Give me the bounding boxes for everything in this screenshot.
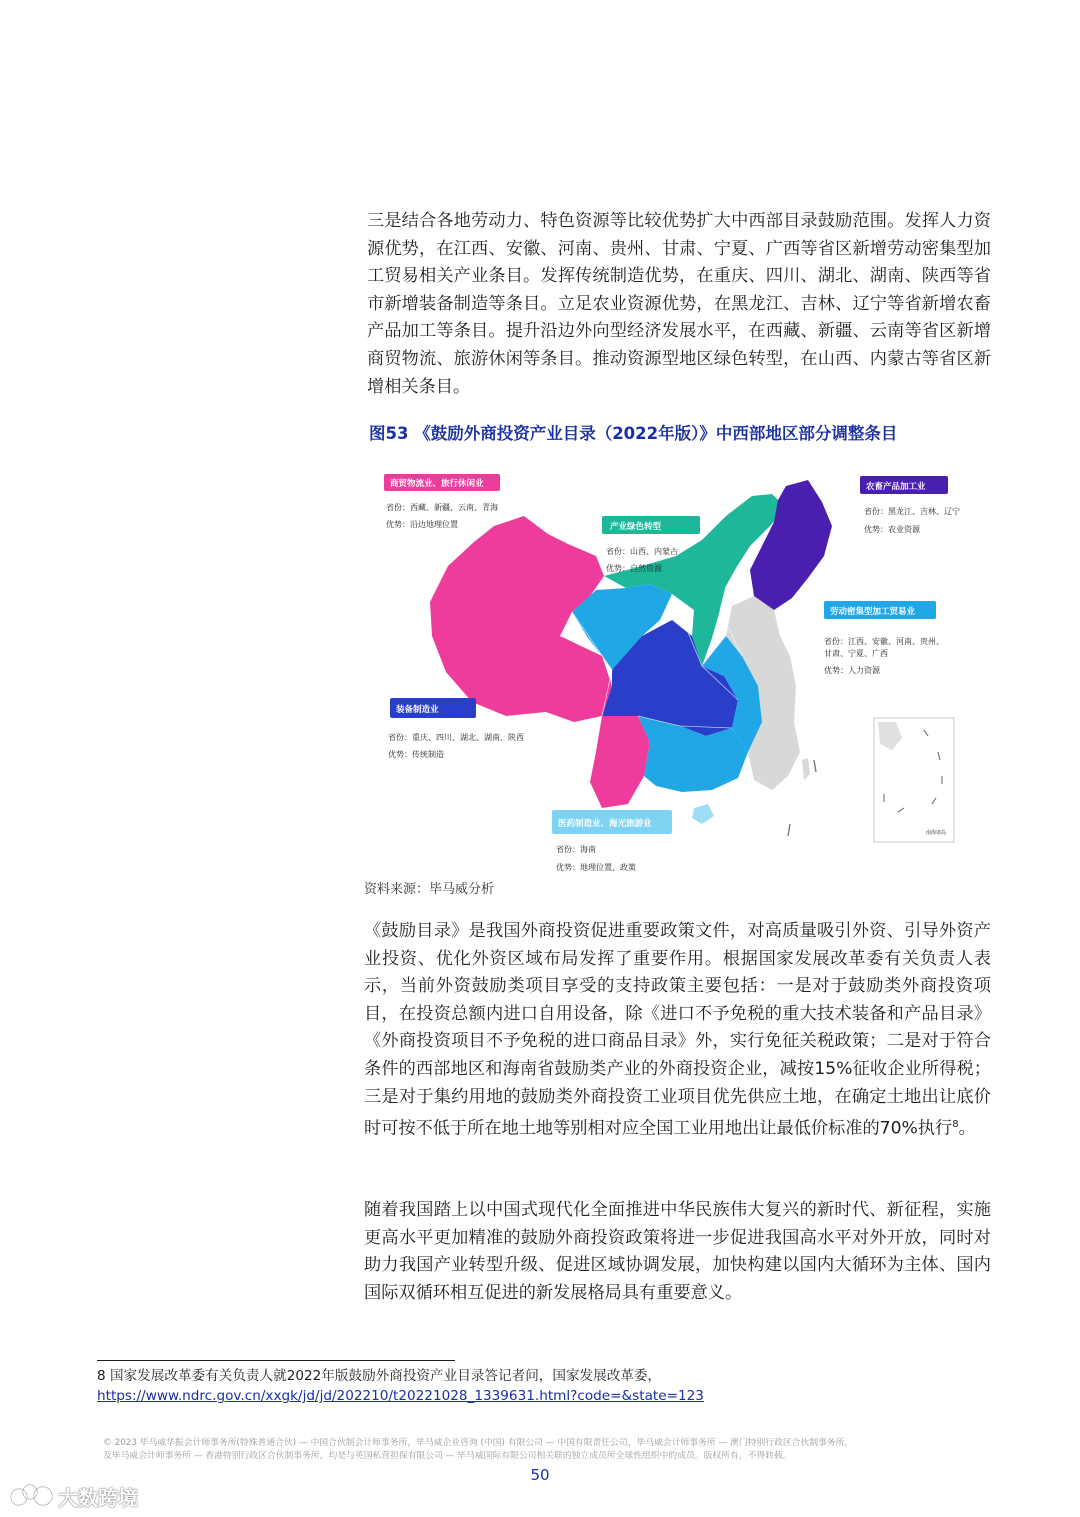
map-region-hainan (692, 804, 714, 824)
footnote-text: 8 国家发展改革委有关负责人就2022年版鼓励外商投资产业目录答记者问，国家发展改革委， (97, 1368, 662, 1384)
figure-title: 图53 《鼓励外商投资产业目录（2022年版）》中西部地区部分调整条目 (369, 424, 898, 443)
map-region-taiwan (802, 758, 810, 780)
watermark-text: 大数跨境 (58, 1485, 138, 1510)
label-labor-title: 劳动密集型加工贸易业 (830, 607, 916, 617)
label-trade-logistics-title: 商贸物流业、旅行休闲业 (390, 479, 484, 489)
label-agri-advantage: 优势：农业资源 (864, 525, 920, 534)
label-labor-advantage: 优势：人力资源 (824, 666, 880, 675)
label-labor-province-2: 甘肃、宁夏、广西 (824, 649, 888, 658)
label-trade-logistics-advantage: 优势：沿边地理位置 (386, 520, 458, 529)
label-hainan-title: 医药制造业、海光旅游业 (558, 819, 652, 829)
footnote-divider (97, 1360, 455, 1361)
paragraph-significance: 随着我国踏上以中国式现代化全面推进中华民族伟大复兴的新时代、新征程，实施更高水平更加精准的鼓励外商投资政策将进一步促进我国高水平对外开放，同时对助力我国产业转型升级、促进区域协调发展，加快构建以国内大循环为主体、国内国际双循环相互促进的新发展格局具有重要意义。 (364, 1200, 991, 1303)
logo-icon (10, 1483, 54, 1509)
label-hainan-province: 省份：海南 (556, 845, 596, 854)
figure-source: 资料来源：毕马威分析 (364, 882, 495, 897)
label-trade-logistics-province: 省份：西藏、新疆、云南、青海 (386, 503, 498, 512)
label-equipment-title: 装备制造业 (396, 705, 439, 715)
copyright-notice (103, 1437, 983, 1462)
label-equipment-advantage: 优势：传统制造 (388, 750, 444, 759)
page-number: 50 (530, 1466, 550, 1484)
watermark (10, 1481, 138, 1511)
paragraph-policy-end: 。 (958, 1118, 976, 1139)
copyright-line-2: 及毕马威会计师事务所 — 香港特别行政区合伙制事务所，均是与英国私营担保有限公司 — 毕马威国际有限公司相关联的独立成员所全球性组织中的成员。版权所有，不得转载。 (103, 1450, 792, 1461)
footnote-link[interactable]: https://www.ndrc.gov.cn/xxgk/jd/jd/202210/t20221028_1339631.html?code=&state=123 (97, 1388, 704, 1404)
paragraph-policy-text: 《鼓励目录》是我国外商投资促进重要政策文件，对高质量吸引外资、引导外资产业投资、优化外资区域布局发挥了重要作用。根据国家发展改革委有关负责人表示，当前外资鼓励类项目享受的支持政策主要包括：一是对于鼓励类外商投资项目，在投资总额内进口自用设备，除《进口不予免税的重大技术装备和产品目录》《外商投资项目不予免税的进口商品目录》外，实行免征关税政策；二是对于符合条件的西部地区和海南省鼓励类产业的外商投资企业，减按15%征收企业所得税；三是对于集约用地的鼓励类外商投资工业项目优先供应土地，在确定土地出让底价时可按不低于所在地土地等别相对应全国工业用地出让最低价标准的70%执行 (364, 921, 991, 1139)
label-green-transform-province: 省份：山西、内蒙古 (606, 547, 678, 556)
china-region-map (376, 460, 988, 880)
label-agri-title: 农畜产品加工业 (866, 482, 926, 492)
copyright-line-1: © 2023 毕马威华振会计师事务所(特殊普通合伙) — 中国合伙制会计师事务所，毕马威企业咨询 (中国) 有限公司 — 中国有限责任公司，毕马威会计师事务所 — 澳门特别行政区合伙制事务所， (103, 1438, 854, 1448)
label-agri-province: 省份：黑龙江、吉林、辽宁 (864, 507, 960, 516)
label-labor-province: 省份：江西、安徽、河南、贵州、 (824, 637, 944, 646)
map-region-yunnan (590, 716, 650, 808)
label-hainan-advantage: 优势：地理位置、政策 (556, 863, 636, 872)
paragraph-policy-support (364, 918, 991, 1143)
label-equipment-province: 省份：重庆、四川、湖北、湖南、陕西 (388, 733, 524, 742)
footnote-ref[interactable]: 8 (952, 1119, 959, 1131)
label-green-transform-title: 产业绿色转型 (610, 522, 662, 532)
footnote (97, 1366, 997, 1406)
inset-label: 南海诸岛 (926, 830, 947, 836)
paragraph-resource-advantages: 三是结合各地劳动力、特色资源等比较优势扩大中西部目录鼓励范围。发挥人力资源优势，在江西、安徽、河南、贵州、甘肃、宁夏、广西等省区新增劳动密集型加工贸易相关产业条目。发挥传统制造优势，在重庆、四川、湖北、湖南、陕西等省市新增装备制造等条目。立足农业资源优势，在黑龙江、吉林、辽宁等省新增农畜产品加工等条目。提升沿边外向型经济发展水平，在西藏、新疆、云南等省区新增商贸物流、旅游休闲等条目。推动资源型地区绿色转型，在山西、内蒙古等省区新增相关条目。 (367, 211, 991, 397)
label-green-transform-advantage: 优势：自然资源 (606, 564, 662, 573)
